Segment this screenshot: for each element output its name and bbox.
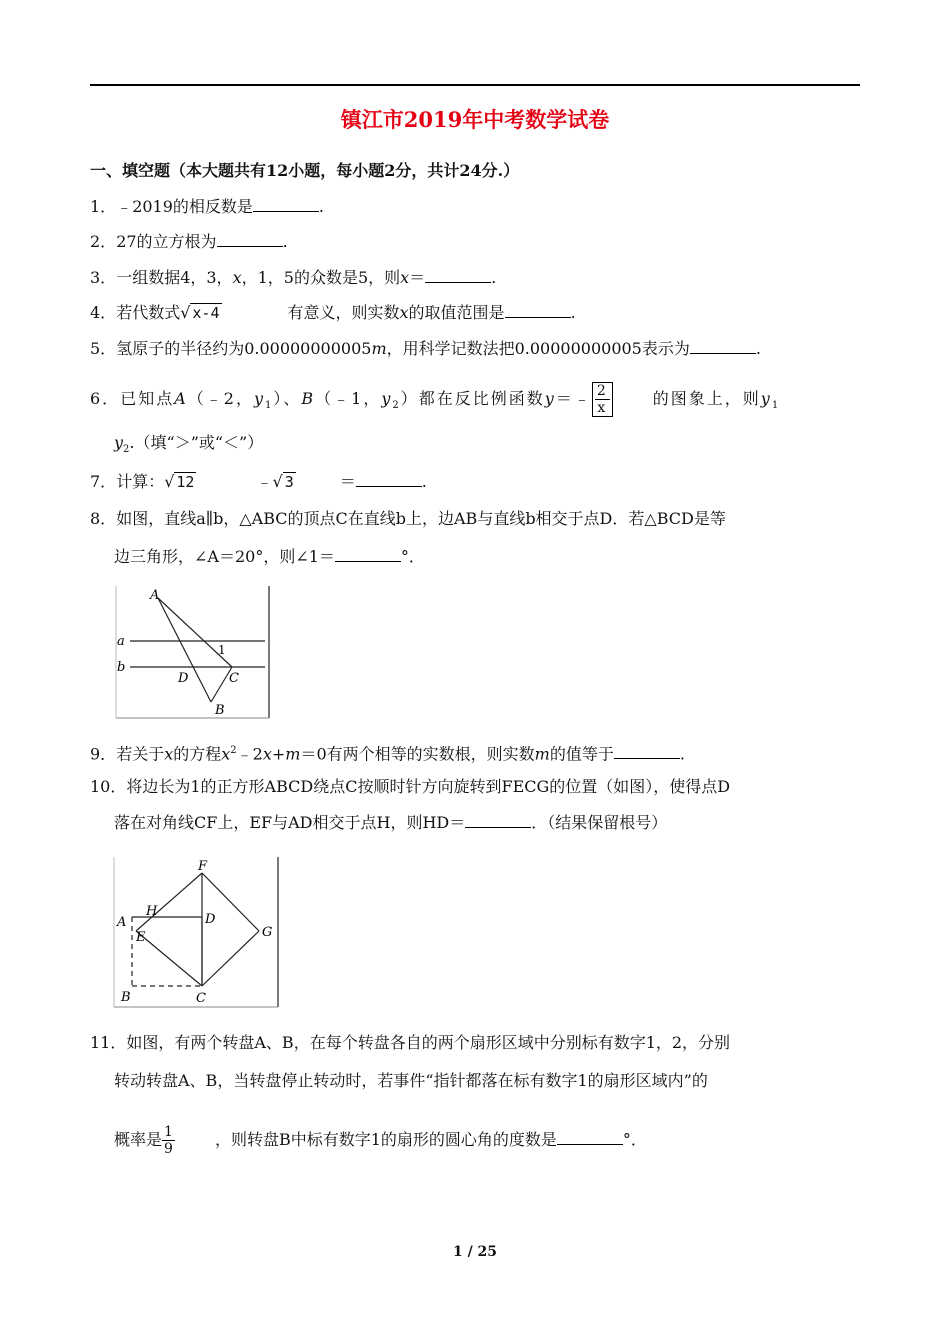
sqrt-expression: √ x-4 [180,303,220,322]
segment-FE [136,873,202,931]
variable: y [760,389,772,408]
section-heading: 一、填空题（本大题共有12小题，每小题2分，共计24分.） [90,161,520,180]
label-b: b [117,660,126,675]
point-label: B [301,389,316,408]
label-C: C [229,671,239,686]
answer-blank[interactable] [253,197,319,212]
question-number: 5． [90,339,117,358]
radicand: 12 [176,473,195,491]
answer-blank[interactable] [690,339,756,354]
point-label: A [174,389,188,408]
question-number: 7． [90,472,117,491]
variable: y [381,389,393,408]
fraction [592,382,613,417]
variable: y [253,389,265,408]
question-1 [90,196,324,218]
answer-blank[interactable] [335,547,401,562]
question-text: 一组数据4，3， [116,268,233,287]
label-D: D [178,671,189,686]
answer-blank[interactable] [425,268,491,283]
question-10 [90,776,730,798]
question-6-line-2 [114,432,263,461]
question-text: 如图，有两个转盘A、B，在每个转盘各自的两个扇形区域中分别标有数字1，2，分别 [126,1033,731,1052]
question-11-line-3 [114,1124,647,1157]
question-text: .（填“＞”或“＜”） [129,433,264,452]
question-text: （﹣1， [315,389,382,408]
fraction-numerator: 2 [596,383,608,399]
subscript: 1 [265,400,274,412]
radicand: 3 [284,473,294,491]
label-A: A [150,588,160,603]
question-text: 若关于 [116,744,165,764]
fraction-numerator: 1 [164,1124,173,1140]
answer-blank[interactable] [505,303,571,318]
question-3 [90,267,496,289]
answer-blank[interactable] [217,232,283,247]
label-A: A [117,915,127,930]
question-7 [90,471,427,493]
question-text: 已知点 [120,389,175,408]
segment-GC [202,931,259,986]
exam-title: 镇江市2019年中考数学试卷 [340,107,610,132]
question-text: ，用科学记数法把0.00000000005表示为 [386,339,690,358]
question-number: 8． [90,509,117,528]
question-text: ＝﹣ [555,389,592,408]
subscript: 2 [123,444,130,456]
fraction-denominator: x [597,400,608,416]
question-text: 氢原子的半径约为0.00000000005 [116,339,372,358]
answer-blank[interactable] [557,1130,623,1145]
label-a: a [117,634,125,649]
question-text: 的值等于 [549,744,614,764]
sqrt-expression: √ 3 [272,472,294,491]
question-text: 有意义，则实数 [287,303,400,322]
variable: x [262,744,272,764]
question-text: ＝0有两个相等的实数根，则实数 [300,744,535,764]
variable: x [232,268,242,287]
question-text: ，则转盘B中标有数字1的扇形的圆心角的度数是 [214,1130,557,1149]
segment-EC [136,931,202,986]
question-text: 若代数式 [116,303,181,322]
operator: ＝ [339,472,356,491]
question-number: 3． [90,268,117,287]
question-4 [90,302,576,324]
label-B: B [121,990,131,1005]
question-text: ）都在反比例函数 [400,389,545,408]
segment-AB [158,598,211,702]
question-number: 6． [90,389,121,408]
page-number: 1 / 25 [452,1244,498,1260]
punctuation: . [318,197,325,216]
question-2 [90,231,288,253]
punctuation: . [570,303,576,322]
label-E: E [136,930,146,945]
question-text: ．（结果保留根号） [531,813,668,832]
question-text: °． [622,1130,647,1149]
label-D: D [205,912,216,927]
question-text: 落在对角线CF上，EF与AD相交于点H，则HD＝ [114,813,466,832]
fraction [162,1124,175,1157]
question-10-line-2 [114,812,667,834]
fraction-denominator: 9 [164,1141,173,1157]
operator: ﹣ [256,472,273,491]
answer-blank[interactable] [614,744,680,759]
punctuation: . [755,339,761,358]
question-text: 如图，直线a∥b，△ABC的顶点C在直线b上，边AB与直线b相交于点D．若△BCD是等 [116,509,726,528]
question-number: 4． [90,303,117,322]
variable: x [400,268,410,287]
question-text: 的方程 [173,744,222,764]
punctuation: . [679,744,685,764]
question-11-line-2 [114,1070,708,1092]
label-angle-1: 1 [218,643,226,657]
question-text: 边三角形，∠A＝20°，则∠1＝ [114,547,335,566]
question-number: 2． [90,232,117,251]
question-text: （﹣2， [187,389,254,408]
answer-blank[interactable] [465,813,531,828]
question-8 [90,508,726,530]
figure-parallel-lines-triangle [112,582,277,722]
variable: m [534,744,550,764]
question-text: 27的立方根为 [116,232,217,251]
variable: y [114,433,124,452]
subscript: 1 [771,400,781,412]
superscript: 2 [230,745,237,756]
question-11 [90,1032,730,1054]
figure-rotated-square [112,855,282,1013]
punctuation: . [282,232,288,251]
question-text: ）、 [273,389,302,408]
question-text: ，1，5的众数是5，则 [241,268,401,287]
variable: y [544,389,556,408]
label-C: C [196,991,206,1006]
variable: x [221,744,231,764]
question-text: 的图象上，则 [652,389,761,408]
label-B: B [215,703,225,718]
question-6 [90,382,780,417]
question-text: ＝ [409,268,426,287]
punctuation: . [491,268,497,287]
question-number: 10． [90,777,127,796]
question-text: ﹣2 [236,744,263,764]
radicand: x-4 [192,304,220,322]
question-9 [90,740,685,765]
question-number: 1． [90,197,117,216]
punctuation: . [421,472,427,491]
question-number: 11． [90,1033,127,1052]
header-rule [90,84,860,86]
question-text: °． [400,547,425,566]
question-text: 概率是 [114,1130,163,1149]
question-text: 计算： [116,472,165,491]
question-text: 的取值范围是 [408,303,505,322]
question-text: ﹣2019的相反数是 [116,197,253,216]
subscript: 2 [392,400,401,412]
question-text: 转动转盘A、B，当转盘停止转动时，若事件“指针都落在标有数字1的扇形区域内”的 [114,1071,708,1090]
variable: x [164,744,174,764]
label-F: F [198,859,208,874]
question-number: 9． [90,744,117,764]
sqrt-expression: √ 12 [164,472,195,491]
label-H: H [146,904,158,919]
answer-blank[interactable] [356,472,422,487]
question-5 [90,338,761,360]
label-G: G [262,925,273,940]
operator: + [271,744,286,764]
variable: x [399,303,409,322]
unit: m [371,339,387,358]
question-8-line-2 [114,546,425,568]
question-text: 将边长为1的正方形ABCD绕点C按顺时针方向旋转到FECG的位置（如图），使得点D [126,777,731,796]
variable: m [285,744,301,764]
